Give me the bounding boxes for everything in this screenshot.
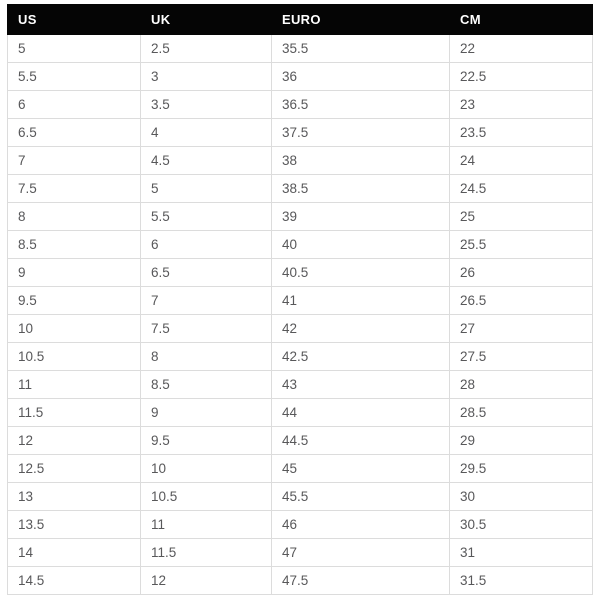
cell-uk: 11.5 [141,539,272,567]
cell-us: 7 [8,147,141,175]
cell-uk: 8 [141,343,272,371]
cell-euro: 40 [272,231,450,259]
table-row [8,371,593,399]
table-row [8,567,593,595]
table-row [8,147,593,175]
cell-cm: 23.5 [450,119,593,147]
cell-uk: 9 [141,399,272,427]
cell-us: 10.5 [8,343,141,371]
cell-cm: 27 [450,315,593,343]
cell-cm: 31.5 [450,567,593,595]
table-row [8,91,593,119]
cell-euro: 40.5 [272,259,450,287]
cell-cm: 24.5 [450,175,593,203]
table-row [8,119,593,147]
table-row [8,455,593,483]
cell-us: 14.5 [8,567,141,595]
table-row [8,343,593,371]
cell-cm: 31 [450,539,593,567]
cell-cm: 23 [450,91,593,119]
cell-euro: 45.5 [272,483,450,511]
cell-uk: 4 [141,119,272,147]
cell-cm: 29 [450,427,593,455]
table-row [8,203,593,231]
cell-euro: 41 [272,287,450,315]
cell-cm: 22 [450,35,593,63]
cell-uk: 6 [141,231,272,259]
cell-uk: 3.5 [141,91,272,119]
cell-euro: 38.5 [272,175,450,203]
cell-cm: 26.5 [450,287,593,315]
cell-euro: 44.5 [272,427,450,455]
cell-uk: 7 [141,287,272,315]
cell-cm: 25.5 [450,231,593,259]
cell-euro: 47.5 [272,567,450,595]
cell-euro: 36 [272,63,450,91]
cell-cm: 24 [450,147,593,175]
cell-uk: 7.5 [141,315,272,343]
table-row [8,483,593,511]
cell-uk: 9.5 [141,427,272,455]
cell-euro: 42 [272,315,450,343]
cell-uk: 12 [141,567,272,595]
table-header [8,5,593,35]
column-header-cm: CM [450,5,593,35]
cell-us: 13.5 [8,511,141,539]
cell-euro: 47 [272,539,450,567]
cell-uk: 5 [141,175,272,203]
cell-euro: 36.5 [272,91,450,119]
cell-us: 5 [8,35,141,63]
cell-cm: 28 [450,371,593,399]
cell-cm: 27.5 [450,343,593,371]
cell-uk: 5.5 [141,203,272,231]
column-header-us: US [8,5,141,35]
cell-us: 13 [8,483,141,511]
cell-uk: 6.5 [141,259,272,287]
cell-us: 8.5 [8,231,141,259]
cell-euro: 39 [272,203,450,231]
cell-us: 12.5 [8,455,141,483]
cell-us: 12 [8,427,141,455]
cell-cm: 29.5 [450,455,593,483]
cell-euro: 37.5 [272,119,450,147]
cell-euro: 45 [272,455,450,483]
cell-us: 11 [8,371,141,399]
header-row [8,5,593,35]
size-conversion-table-container [7,4,593,595]
table-row [8,287,593,315]
table-row [8,427,593,455]
cell-uk: 2.5 [141,35,272,63]
cell-cm: 25 [450,203,593,231]
table-body [8,35,593,595]
cell-euro: 43 [272,371,450,399]
cell-us: 9.5 [8,287,141,315]
table-row [8,399,593,427]
table-row [8,35,593,63]
table-row [8,175,593,203]
cell-euro: 35.5 [272,35,450,63]
column-header-euro: EURO [272,5,450,35]
column-header-uk: UK [141,5,272,35]
cell-cm: 22.5 [450,63,593,91]
cell-cm: 28.5 [450,399,593,427]
table-row [8,259,593,287]
table-row [8,231,593,259]
cell-us: 7.5 [8,175,141,203]
cell-uk: 10.5 [141,483,272,511]
cell-us: 10 [8,315,141,343]
cell-euro: 44 [272,399,450,427]
cell-uk: 8.5 [141,371,272,399]
cell-us: 6.5 [8,119,141,147]
cell-uk: 4.5 [141,147,272,175]
cell-euro: 42.5 [272,343,450,371]
cell-us: 8 [8,203,141,231]
table-row [8,63,593,91]
cell-us: 11.5 [8,399,141,427]
cell-euro: 46 [272,511,450,539]
cell-cm: 30 [450,483,593,511]
cell-uk: 3 [141,63,272,91]
cell-uk: 11 [141,511,272,539]
cell-cm: 30.5 [450,511,593,539]
cell-us: 6 [8,91,141,119]
table-row [8,511,593,539]
cell-euro: 38 [272,147,450,175]
cell-us: 9 [8,259,141,287]
cell-us: 5.5 [8,63,141,91]
cell-cm: 26 [450,259,593,287]
table-row [8,539,593,567]
table-row [8,315,593,343]
size-conversion-table [7,4,593,595]
cell-uk: 10 [141,455,272,483]
cell-us: 14 [8,539,141,567]
